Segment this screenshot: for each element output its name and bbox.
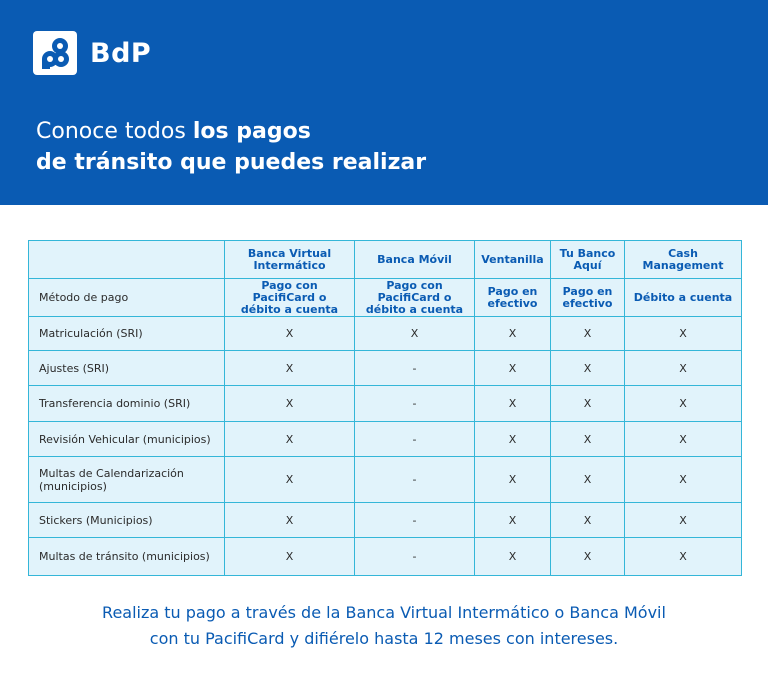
table-row <box>29 351 742 386</box>
table-cell: X <box>475 422 551 457</box>
table-cell: - <box>355 457 475 503</box>
table-cell: X <box>225 351 355 386</box>
table-row <box>29 317 742 351</box>
method-label: Método de pago <box>29 279 225 317</box>
table-cell: X <box>475 317 551 351</box>
table-cell: X <box>551 422 625 457</box>
table-cell: X <box>625 422 742 457</box>
table-cell: - <box>355 538 475 576</box>
method-cell: Pago con PacifiCard o débito a cuenta <box>355 279 475 317</box>
table-cell: - <box>355 351 475 386</box>
table-cell: X <box>475 538 551 576</box>
table-cell: X <box>551 457 625 503</box>
brand-name: BdP <box>90 38 152 69</box>
row-label: Ajustes (SRI) <box>29 351 225 386</box>
column-header: Tu Banco Aquí <box>551 241 625 279</box>
table-cell: X <box>625 503 742 538</box>
table-row <box>29 422 742 457</box>
header-banner <box>0 0 768 205</box>
column-header: Banca Móvil <box>355 241 475 279</box>
table-cell: - <box>355 386 475 422</box>
row-label: Multas de Calendarización (municipios) <box>29 457 225 503</box>
table-cell: X <box>625 386 742 422</box>
page-title <box>36 116 736 178</box>
table-cell: X <box>225 503 355 538</box>
table-row <box>29 457 742 503</box>
table-cell: X <box>625 317 742 351</box>
table-row <box>29 503 742 538</box>
column-header: Ventanilla <box>475 241 551 279</box>
payment-methods-table <box>28 240 742 576</box>
footer-line-1: Realiza tu pago a través de la Banca Virtual Intermático o Banca Móvil <box>102 603 666 622</box>
table-cell: X <box>551 538 625 576</box>
table-cell: X <box>225 386 355 422</box>
table-row <box>29 386 742 422</box>
headline-bold-1: los pagos <box>192 119 311 144</box>
table-row <box>29 538 742 576</box>
table-cell: X <box>225 457 355 503</box>
table-cell: X <box>625 457 742 503</box>
table-cell: X <box>551 503 625 538</box>
header-empty-cell <box>29 241 225 279</box>
table-cell: X <box>475 351 551 386</box>
table-cell: - <box>355 422 475 457</box>
table-cell: X <box>475 386 551 422</box>
headline-regular: Conoce todos <box>36 119 193 144</box>
table-cell: X <box>475 503 551 538</box>
method-cell: Débito a cuenta <box>625 279 742 317</box>
row-label: Matriculación (SRI) <box>29 317 225 351</box>
table-cell: - <box>355 503 475 538</box>
table-cell: X <box>225 538 355 576</box>
table-cell: X <box>225 317 355 351</box>
method-cell: Pago con PacifiCard o débito a cuenta <box>225 279 355 317</box>
table-cell: X <box>625 538 742 576</box>
table-header-row <box>29 241 742 279</box>
method-cell: Pago en efectivo <box>551 279 625 317</box>
column-header: Banca Virtual Intermático <box>225 241 355 279</box>
method-row <box>29 279 742 317</box>
headline-bold-2: de tránsito que puedes realizar <box>36 150 427 175</box>
table-cell: X <box>625 351 742 386</box>
footer-note <box>0 600 768 652</box>
table-cell: X <box>551 386 625 422</box>
table-cell: X <box>475 457 551 503</box>
table-cell: X <box>551 317 625 351</box>
footer-line-2: con tu PacifiCard y difiérelo hasta 12 meses con intereses. <box>149 629 619 648</box>
bdp-logo-icon <box>33 31 77 75</box>
table-cell: X <box>551 351 625 386</box>
row-label: Revisión Vehicular (municipios) <box>29 422 225 457</box>
method-cell: Pago en efectivo <box>475 279 551 317</box>
row-label: Multas de tránsito (municipios) <box>29 538 225 576</box>
row-label: Transferencia dominio (SRI) <box>29 386 225 422</box>
column-header: Cash Management <box>625 241 742 279</box>
row-label: Stickers (Municipios) <box>29 503 225 538</box>
table-cell: X <box>225 422 355 457</box>
table-cell: X <box>355 317 475 351</box>
